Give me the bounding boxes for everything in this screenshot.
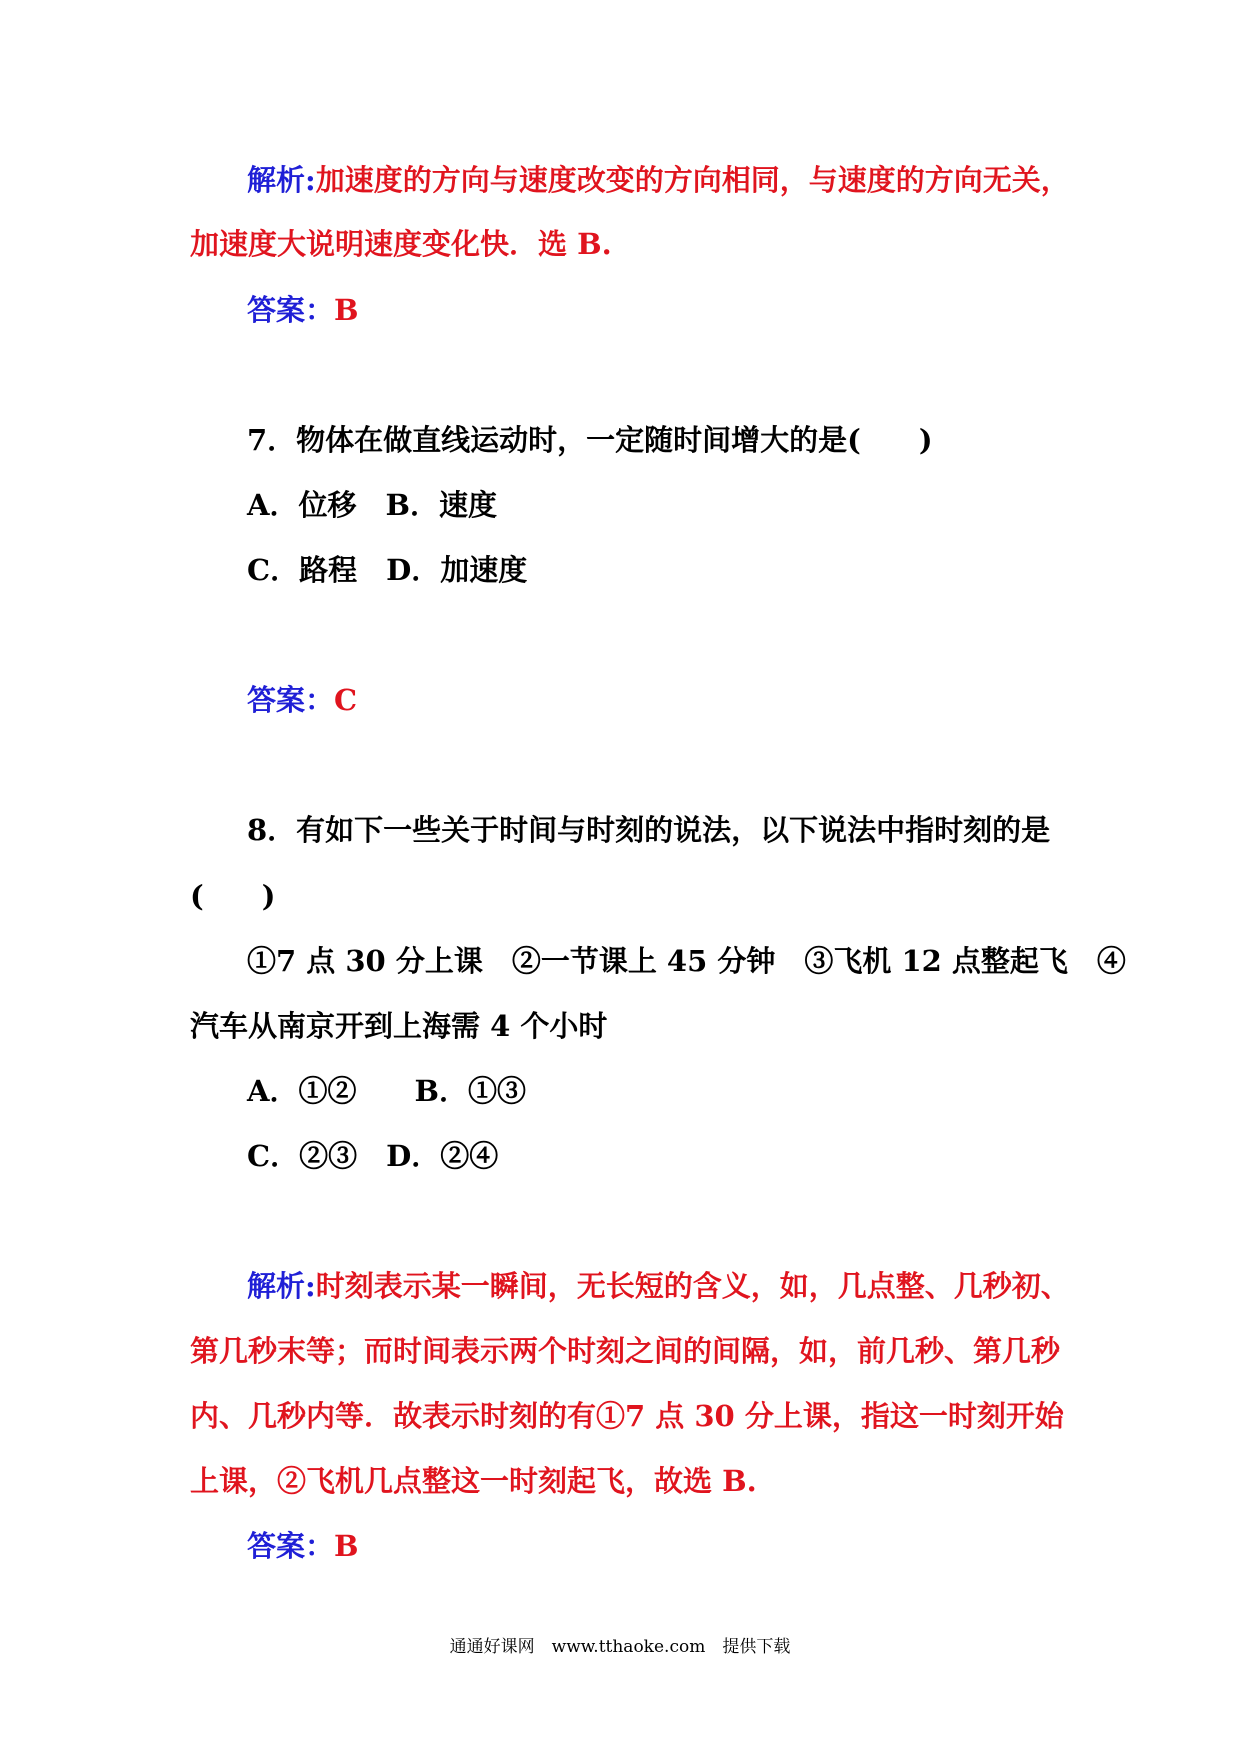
answer-value: C — [334, 683, 358, 717]
q7-options-row2: C．路程 D．加速度 — [247, 553, 528, 587]
answer-value: B — [334, 1529, 359, 1563]
answer-label: 答案： — [247, 293, 335, 327]
q8-analysis-line1 — [247, 1268, 1127, 1304]
analysis-text: 加速度的方向与速度改变的方向相同，与速度的方向无关， — [315, 163, 1070, 197]
q8-statements-line1: ①7 点 30 分上课 ②一节课上 45 分钟 ③飞机 12 点整起飞 ④ — [247, 944, 1126, 978]
q7-stem: 7．物体在做直线运动时，一定随时间增大的是( ) — [247, 423, 933, 457]
analysis-label: 解析: — [247, 163, 316, 197]
analysis-text: 时刻表示某一瞬间，无长短的含义，如，几点整、几秒初、 — [315, 1269, 1070, 1303]
q8-answer — [247, 1528, 1127, 1564]
page-footer: 通通好课网 www.tthaoke.com 提供下载 — [449, 1637, 791, 1657]
analysis-label: 解析: — [247, 1269, 316, 1303]
q8-analysis-line4: 上课，②飞机几点整这一时刻起飞，故选 B. — [190, 1464, 757, 1498]
q6-answer — [247, 292, 1127, 328]
q8-options-row1: A．①② B．①③ — [247, 1074, 527, 1108]
q8-options-row2: C．②③ D．②④ — [247, 1139, 499, 1173]
q7-answer — [247, 682, 1127, 718]
q8-stem-line2: ( ) — [190, 879, 276, 913]
q8-analysis-line3: 内、几秒内等．故表示时刻的有①7 点 30 分上课，指这一时刻开始 — [190, 1399, 1064, 1433]
q8-stem-line1: 8．有如下一些关于时间与时刻的说法，以下说法中指时刻的是 — [247, 813, 1051, 847]
q6-analysis-line1 — [247, 162, 1127, 198]
q8-analysis-line2: 第几秒末等；而时间表示两个时刻之间的间隔，如，前几秒、第几秒 — [190, 1334, 1061, 1368]
q6-analysis-line2: 加速度大说明速度变化快．选 B. — [190, 227, 612, 261]
answer-value: B — [334, 293, 359, 327]
answer-label: 答案： — [247, 1529, 335, 1563]
q8-statements-line2: 汽车从南京开到上海需 4 个小时 — [190, 1009, 608, 1043]
answer-label: 答案： — [247, 683, 335, 717]
q7-options-row1: A．位移 B．速度 — [247, 488, 498, 522]
